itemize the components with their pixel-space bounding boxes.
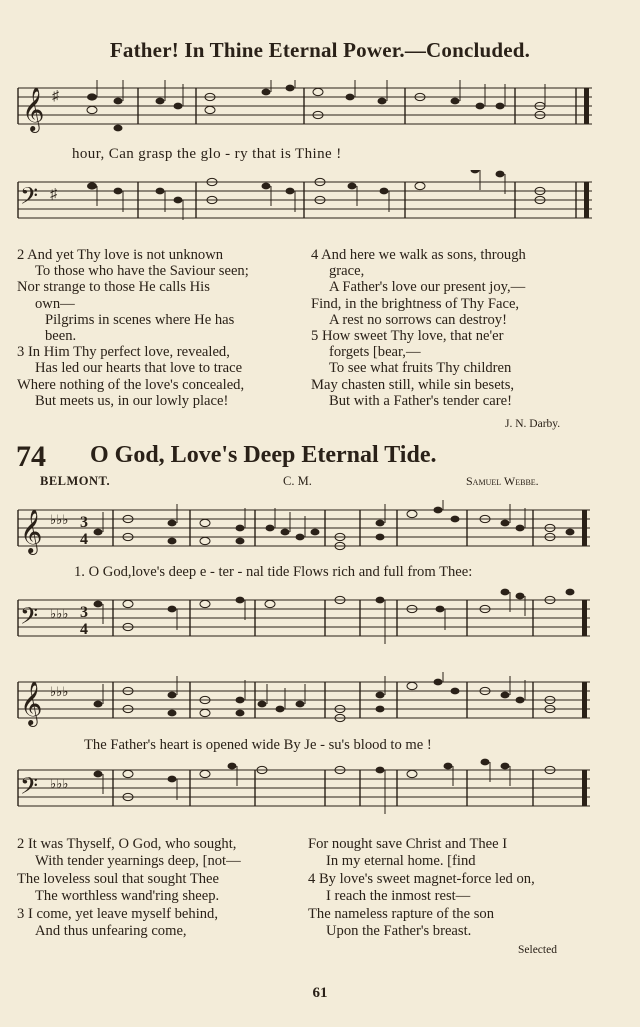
- verse-line: Pilgrims in scenes where He has: [45, 311, 235, 328]
- svg-text:𝄞: 𝄞: [20, 681, 43, 725]
- verse-line: In my eternal home. [find: [326, 853, 476, 870]
- composer: Samuel Webbe.: [466, 474, 539, 488]
- svg-text:𝄢: 𝄢: [20, 602, 39, 635]
- svg-text:4: 4: [80, 621, 88, 638]
- svg-text:♭♭♭: ♭♭♭: [50, 776, 69, 791]
- verse-line: grace,: [329, 263, 365, 280]
- svg-text:♭♭♭: ♭♭♭: [50, 684, 69, 699]
- verse-line: But with a Father's tender care!: [329, 392, 512, 409]
- treble-staff-3: [0, 672, 640, 734]
- bass-staff-2: [0, 588, 640, 648]
- hymn74-lyric-line-2: The Father's heart is opened wide By Je - su's blood to me !: [84, 737, 432, 753]
- treble-staff-2: [0, 500, 640, 562]
- tune-name: BELMONT.: [40, 474, 111, 488]
- hymn74-verses-left: [17, 836, 312, 940]
- svg-text:3: 3: [80, 514, 88, 531]
- verse-line: own—: [35, 295, 75, 312]
- verse-line: been.: [45, 328, 77, 345]
- continued-hymn-title: Father! In Thine Eternal Power.—Concluded.: [109, 38, 531, 62]
- verse-line: With tender yearnings deep, [not—: [35, 853, 241, 870]
- verse-line: 2 And yet Thy love is not unknown: [17, 247, 224, 263]
- meter: C. M.: [283, 474, 312, 488]
- verse-line: Find, in the brightness of Thy Face,: [311, 295, 520, 312]
- verse-line: 2 It was Thyself, O God, who sought,: [17, 836, 237, 852]
- svg-text:𝄞: 𝄞: [20, 509, 43, 553]
- verse-line: And thus unfearing come,: [35, 923, 187, 940]
- top-lyric-line: hour, Can grasp the glo - ry that is Thine !: [72, 146, 342, 162]
- bass-staff-3: [0, 758, 640, 818]
- treble-staff-1: [0, 80, 640, 145]
- top-verses-right: [311, 247, 601, 409]
- verse-line: To see what fruits Thy children: [329, 360, 512, 377]
- verse-line: The worthless wand'ring sheep.: [35, 888, 220, 905]
- verse-line: The loveless soul that sought Thee: [17, 870, 219, 887]
- verse-line: forgets [bear,—: [329, 344, 421, 361]
- verse-line: 3 I come, yet leave myself behind,: [17, 905, 218, 922]
- svg-text:♯: ♯: [52, 89, 59, 104]
- bass-staff-1: [0, 170, 640, 230]
- verse-line: 4 By love's sweet magnet-force led on,: [308, 870, 535, 887]
- svg-text:♭♭♭: ♭♭♭: [50, 606, 69, 621]
- svg-text:♭♭♭: ♭♭♭: [50, 512, 69, 527]
- hymn-title: O God, Love's Deep Eternal Tide.: [90, 442, 437, 468]
- top-verses-left: [17, 247, 302, 409]
- svg-text:4: 4: [80, 531, 88, 548]
- verse-line: Where nothing of the love's concealed,: [17, 376, 245, 393]
- hymn74-attribution: Selected: [518, 944, 557, 956]
- verse-line: I reach the inmost rest—: [326, 888, 471, 905]
- svg-text:3: 3: [80, 604, 88, 621]
- verse-line: Has led our hearts that love to trace: [35, 360, 243, 377]
- hymn74-lyric-line-1: 1. O God,love's deep e - ter - nal tide Flows rich and full from Thee:: [74, 564, 473, 580]
- svg-text:𝄢: 𝄢: [20, 182, 39, 215]
- verse-line: The nameless rapture of the son: [308, 905, 495, 922]
- hymn-number: 74: [16, 440, 46, 473]
- verse-line: Nor strange to those He calls His: [17, 279, 210, 296]
- verse-line: Upon the Father's breast.: [326, 923, 472, 940]
- svg-text:𝄞: 𝄞: [22, 87, 45, 131]
- svg-text:♯: ♯: [50, 187, 57, 202]
- top-attribution: J. N. Darby.: [505, 418, 561, 430]
- verse-line: To those who have the Saviour seen;: [35, 263, 249, 280]
- verse-line: For nought save Christ and Thee I: [308, 836, 508, 852]
- verse-line: But meets us, in our lowly place!: [35, 392, 229, 409]
- verse-line: A rest no sorrows can destroy!: [329, 311, 507, 328]
- svg-text:𝄢: 𝄢: [20, 772, 39, 805]
- verse-line: 3 In Him Thy perfect love, revealed,: [17, 344, 230, 361]
- verse-line: May chasten still, while sin besets,: [311, 376, 515, 393]
- verse-line: 5 How sweet Thy love, that ne'er: [311, 328, 504, 345]
- page-number: 61: [312, 985, 328, 1001]
- hymn74-verses-right: [308, 836, 600, 940]
- verse-line: A Father's love our present joy,—: [329, 279, 526, 296]
- verse-line: 4 And here we walk as sons, through: [311, 247, 526, 263]
